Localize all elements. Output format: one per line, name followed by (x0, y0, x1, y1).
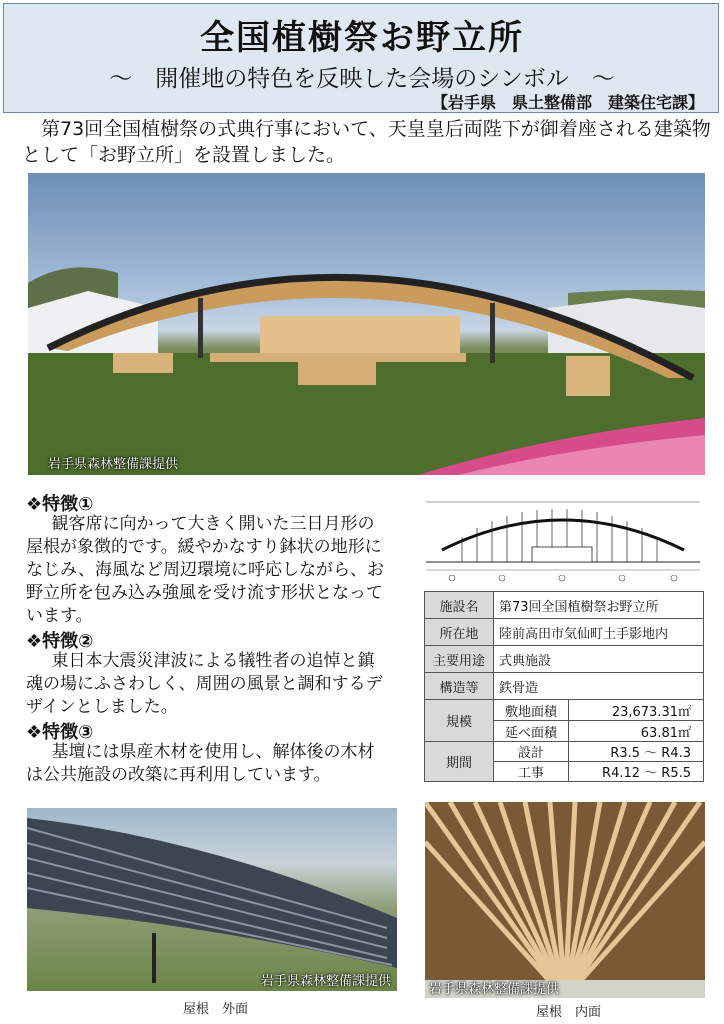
spec-label: 構造等 (425, 673, 494, 700)
spec-table (424, 591, 704, 782)
spec-value: 23,673.31㎡ (569, 700, 704, 721)
elevation-drawing (422, 492, 704, 584)
table-row (425, 742, 704, 762)
table-row (425, 592, 704, 619)
photo-credit: 岩手県森林整備課提供 (429, 982, 560, 997)
roof-interior-photo (425, 802, 705, 998)
photo-credit: 岩手県森林整備課提供 (260, 974, 391, 989)
spec-value: 式典施設 (494, 646, 704, 673)
photo-credit: 岩手県森林整備課提供 (48, 457, 179, 472)
table-row (425, 673, 704, 700)
page-title: 全国植樹祭お野立所 (200, 18, 524, 58)
spec-sublabel: 敷地面積 (494, 700, 569, 721)
spec-label: 主要用途 (425, 646, 494, 673)
spec-value: 63.81㎡ (569, 721, 704, 742)
photo-caption: 屋根 外面 (183, 1002, 249, 1017)
photo-caption: 屋根 内面 (536, 1005, 602, 1020)
spec-label: 施設名 (425, 592, 494, 619)
table-row (425, 619, 704, 646)
header-banner (3, 3, 719, 113)
table-row (425, 646, 704, 673)
feature-2-heading: ❖特徴② (26, 631, 94, 652)
roof-exterior-photo (27, 808, 397, 991)
spec-value: 鉄骨造 (494, 673, 704, 700)
spec-value: 陸前高田市気仙町土手影地内 (494, 619, 704, 646)
feature-3-body: 基壇には県産木材を使用し、解体後の木材は公共施設の改築に再利用しています。 (26, 742, 375, 785)
roof-interior-illustration (425, 802, 705, 998)
feature-2-body: 東日本大震災津波による犠牲者の追悼と鎮魂の場にふさわしく、周囲の風景と調和するデザインとしました。 (26, 651, 383, 717)
spec-sublabel: 延べ面積 (494, 721, 569, 742)
main-photo (28, 173, 705, 475)
spec-value: R4.12 ～ R5.5 (569, 762, 704, 782)
spec-sublabel: 工事 (494, 762, 569, 782)
spec-value: 第73回全国植樹祭お野立所 (494, 592, 704, 619)
feature-1-body: 観客席に向かって大きく開いた三日月形の屋根が象徴的です。緩やかなすり鉢状の地形になじみ、海風など周辺環境に呼応しながら、お野立所を包み込み強風を受け流す形状となっています。 (26, 514, 385, 626)
department-label: 【岩手県 県土整備部 建築住宅課】 (431, 93, 704, 112)
roof-exterior-illustration (27, 808, 397, 991)
feature-3-heading: ❖特徴③ (26, 722, 94, 743)
spec-label: 規模 (425, 700, 494, 742)
spec-sublabel: 設計 (494, 742, 569, 762)
spec-value: R3.5 ～ R4.3 (569, 742, 704, 762)
page-subtitle: ～ 開催地の特色を反映した会場のシンボル ～ (109, 66, 615, 92)
spec-label: 所在地 (425, 619, 494, 646)
table-row (425, 700, 704, 721)
pavilion-illustration (28, 173, 705, 475)
spec-label: 期間 (425, 742, 494, 782)
intro-text: 第73回全国植樹祭の式典行事において、天皇皇后両陛下が御着座される建築物として「お野立所」を設置しました。 (22, 118, 711, 166)
feature-1-heading: ❖特徴① (26, 494, 94, 515)
